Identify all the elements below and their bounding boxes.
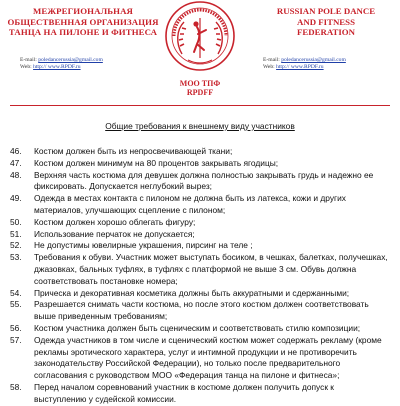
requirement-text-line: Костюм должен хорошо облегать фигуру;	[34, 216, 196, 227]
web-link[interactable]: http:// www.RPDF.ru	[33, 64, 81, 71]
requirement-text	[34, 240, 394, 252]
requirement-text-line: Костюм участника должен быть сценическим и соответствовать стилю композиции;	[34, 322, 361, 333]
web-label: Web:	[263, 64, 275, 71]
requirement-text	[34, 252, 394, 287]
org-abbreviation-russian: МОО ТПФ	[179, 79, 221, 88]
contact-email-row	[263, 57, 346, 64]
requirement-text	[34, 335, 394, 382]
requirement-text-line: материалов, улучшающих сцепление с пилоном;	[34, 204, 226, 215]
contact-email-row	[20, 57, 103, 64]
requirement-item	[10, 240, 394, 252]
requirement-text-line: Прическа и декоративная косметика должны быть аккуратными и сдержанными;	[34, 287, 350, 298]
requirement-text	[34, 217, 394, 229]
requirement-text-line: законодательству Российской Федерации), но только после предварительного	[34, 358, 341, 369]
header-divider	[10, 105, 390, 106]
contact-web-row	[20, 64, 103, 71]
requirement-number: 52.	[10, 240, 22, 251]
requirement-text	[34, 170, 394, 194]
document-title-text: Общие требования к внешнему виду участников	[105, 121, 295, 131]
requirement-text-line: Верхняя часть костюма для девушек должна полностью закрывать грудь и надежно ее	[34, 169, 374, 180]
requirement-number: 54.	[10, 287, 22, 298]
requirement-text-line: Использование перчаток не допускается;	[34, 228, 195, 239]
requirement-item	[10, 323, 394, 335]
requirement-text	[34, 146, 394, 158]
email-label: E-mail:	[263, 57, 280, 63]
requirement-text-line: фиксировать. Допускается неглубокий вырез;	[34, 181, 212, 192]
requirement-text-line: рекламы эротического характера, услуг и интимной продукции и не противоречить	[34, 346, 357, 357]
requirement-item	[10, 252, 394, 287]
requirement-number: 46.	[10, 146, 22, 156]
web-label: Web:	[20, 64, 32, 71]
contact-web-row	[263, 64, 346, 71]
requirement-item	[10, 193, 394, 217]
requirement-text	[34, 229, 394, 241]
requirement-item	[10, 229, 394, 241]
requirement-text-line: Требования к обуви. Участник может выступать босиком, в чешках, балетках, получешках,	[34, 252, 388, 263]
requirements-list	[10, 146, 394, 406]
requirement-number: 55.	[10, 299, 22, 310]
contacts-left	[20, 57, 103, 72]
requirement-text	[34, 288, 394, 300]
letterhead	[0, 0, 400, 106]
org-abbreviation-english: RPDFF	[186, 88, 214, 97]
requirement-text-line: Перед началом соревнований участник в костюме должен получить допуск к	[34, 381, 334, 392]
org-name-russian-line: ОБЩЕСТВЕННАЯ ОРГАНИЗАЦИЯ	[7, 16, 159, 27]
requirement-text	[34, 299, 394, 323]
requirement-text-line: Разрешается снимать части костюма, но после этого костюм должен соответствовать	[34, 299, 369, 310]
org-name-russian-line: ТАНЦА НА ПИЛОНЕ И ФИТНЕСА	[8, 27, 158, 37]
requirement-text	[34, 382, 394, 406]
org-name-russian	[0, 6, 166, 38]
org-name-english-line: AND FITNESS	[297, 16, 355, 27]
requirement-number: 57.	[10, 334, 22, 345]
requirement-text-line: Не допустимы ювелирные украшения, пирсинг на теле ;	[34, 240, 253, 251]
web-link[interactable]: http:// www.RPDF.ru	[276, 64, 324, 71]
requirement-text-line: Одежда участников в том числе и сценический костюм может содержать рекламу (кроме	[34, 334, 382, 345]
org-name-russian-line: МЕЖРЕГИОНАЛЬНАЯ	[32, 6, 133, 16]
requirement-item	[10, 158, 394, 170]
org-name-english	[252, 6, 400, 38]
requirement-text-line: Костюм должен минимум на 80 процентов закрывать ягодицы;	[34, 157, 279, 168]
requirement-number: 56.	[10, 322, 22, 333]
requirement-item	[10, 335, 394, 382]
requirement-text	[34, 323, 394, 335]
document-title	[0, 121, 400, 132]
requirement-item	[10, 288, 394, 300]
requirement-number: 49.	[10, 193, 22, 204]
requirement-text	[34, 193, 394, 217]
requirement-text-line: соответствовать постановке номера;	[34, 275, 178, 286]
requirement-item	[10, 217, 394, 229]
requirement-item	[10, 299, 394, 323]
requirement-item	[10, 146, 394, 158]
requirement-text-line: согласования с руководством МОО «Федерация танца на пилоне и фитнеса»;	[34, 370, 340, 381]
requirement-number: 58.	[10, 381, 22, 392]
email-link[interactable]: poledancerussia@gmail.com	[281, 57, 346, 63]
requirement-text-line: джазовках, бальных туфлях, в туфлях с платформой не выше 3 см. Обувь должна	[34, 263, 357, 274]
requirement-number: 47.	[10, 157, 22, 168]
federation-logo	[164, 0, 236, 72]
requirement-number: 50.	[10, 216, 22, 227]
requirement-item	[10, 382, 394, 406]
requirement-number: 48.	[10, 169, 22, 180]
contacts-right	[263, 57, 346, 72]
requirement-text-line: Одежда в местах контакта с пилоном не должна быть из латекса, кожи и других	[34, 193, 346, 204]
pole-dancer-emblem-icon	[164, 0, 236, 72]
requirement-text-line: выступлению у судейской комиссии.	[34, 393, 177, 404]
requirement-number: 53.	[10, 252, 22, 263]
email-link[interactable]: poledancerussia@gmail.com	[38, 57, 103, 63]
email-label: E-mail:	[20, 57, 37, 63]
org-name-english-line: FEDERATION	[297, 27, 355, 37]
requirement-item	[10, 170, 394, 194]
requirement-text	[34, 158, 394, 170]
requirement-text-line: выше приведенным требованиям;	[34, 311, 168, 322]
org-name-english-line: RUSSIAN POLE DANCE	[276, 6, 376, 16]
requirement-text-line: Костюм должен быть из непросвечивающей ткани;	[34, 146, 233, 156]
requirement-number: 51.	[10, 228, 22, 239]
